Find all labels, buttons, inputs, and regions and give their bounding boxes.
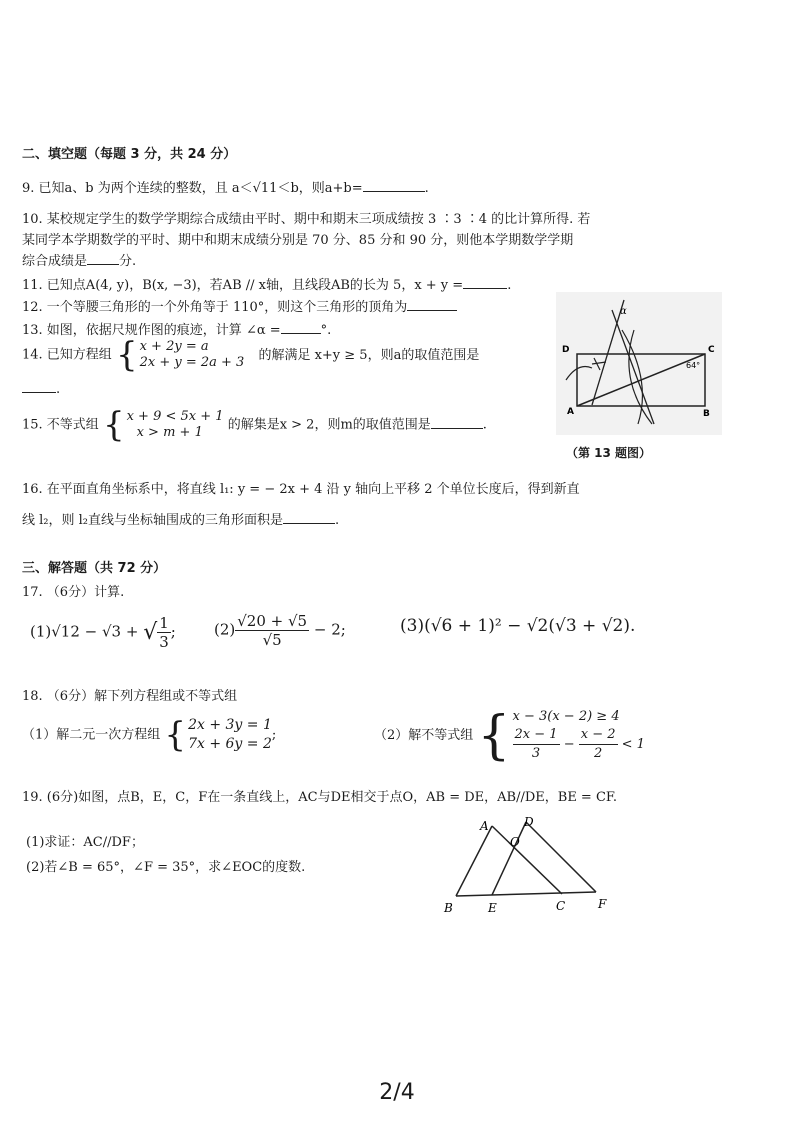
question-19-part-1: (1)求证：AC//DF； — [26, 835, 144, 850]
root-sign: √ — [143, 620, 158, 645]
equation-row-2: 2x + y = 2a + 3 — [139, 355, 245, 370]
section-title-fill-in: 二、填空题（每题 3 分，共 24 分） — [22, 147, 237, 162]
question-13-tail: °. — [320, 323, 332, 338]
label-alpha: α — [620, 306, 627, 317]
question-17-part-1 — [30, 614, 176, 651]
fraction — [235, 612, 309, 649]
label-e: E — [488, 901, 497, 915]
numerator: 2x − 1 — [513, 726, 560, 745]
inequality-tail: < 1 — [621, 737, 645, 752]
question-15 — [22, 405, 487, 445]
label-d: D — [562, 345, 570, 355]
figure-13 — [556, 292, 722, 435]
equation-row-1: 2x + 3y = 1 — [188, 717, 272, 733]
expression-tail: − 2; — [313, 620, 346, 639]
inequality-row-1: x − 3(x − 2) ≥ 4 — [512, 709, 620, 724]
answer-blank — [407, 300, 457, 311]
section-title-solutions: 三、解答题（共 72 分） — [22, 561, 167, 576]
question-16-line-1: 16. 在平面直角坐标系中，将直线 l₁: y = − 2x + 4 沿 y 轴向上平移 2 个单位长度后，得到新直 — [22, 482, 580, 497]
expression: (1)√12 − √3 + — [30, 622, 139, 641]
question-15-tail: . — [482, 417, 487, 433]
question-14-prefix: 14. 已知方程组 — [22, 347, 112, 363]
question-10-line-3 — [22, 250, 136, 269]
question-14-tail: . — [56, 382, 61, 397]
line-bf — [456, 892, 596, 896]
numerator: √20 + √5 — [237, 612, 308, 630]
label-o: O — [510, 835, 520, 849]
question-14 — [22, 335, 480, 375]
question-15-suffix: 的解集是x > 2，则m的取值范围是 — [227, 417, 431, 433]
fraction — [513, 726, 560, 763]
fraction — [157, 614, 171, 651]
segment-de — [492, 822, 526, 895]
label-c: C — [708, 345, 715, 355]
expression-tail: ; — [271, 727, 277, 743]
inequality-system — [477, 705, 645, 766]
question-17-head: 17. （6分）计算. — [22, 585, 125, 600]
perpendicular-bisector — [612, 310, 654, 424]
question-14-answer — [22, 382, 60, 397]
question-10-line-1: 10. 某校规定学生的数学学期综合成绩由平时、期中和期末三项成绩按 3 ∶3 ∶4 的比计算所得. 若 — [22, 212, 591, 227]
label-b: B — [703, 409, 710, 419]
question-11 — [22, 274, 511, 293]
inequality-row-1: x + 9 < 5x + 1 — [126, 409, 224, 424]
question-14-suffix: 的解满足 x+y ≥ 5，则a的取值范围是 — [258, 347, 480, 363]
brace: { — [102, 405, 125, 445]
question-17-part-3: (3)(√6 + 1)² − √2(√3 + √2). — [400, 616, 636, 636]
page-number: 2/4 — [379, 1080, 415, 1105]
answer-blank — [283, 513, 335, 524]
question-9-text: 9. 已知a、b 为两个连续的整数，且 a＜√11＜b，则a+b= — [22, 181, 363, 196]
answer-blank — [281, 323, 321, 334]
segment-ab — [456, 826, 492, 896]
question-18-head: 18. （6分）解下列方程组或不等式组 — [22, 689, 238, 704]
question-10-line-2: 某同学本学期数学的平时、期中和期末成绩分别是 70 分、85 分和 90 分，则他本学期数学学期 — [22, 233, 574, 248]
answer-blank — [463, 278, 507, 289]
answer-blank — [431, 418, 483, 429]
label-a: A — [480, 819, 489, 833]
numerator: x − 2 — [579, 726, 618, 745]
brace: { — [164, 715, 187, 755]
question-10-text: 综合成绩是 — [22, 254, 88, 269]
question-16-line-2 — [22, 509, 339, 528]
expression-tail: ; — [170, 622, 176, 641]
expression: (2) — [214, 620, 236, 639]
question-18-part-2 — [374, 705, 645, 766]
answer-blank — [363, 181, 425, 192]
question-9 — [22, 177, 429, 196]
inequality-row-2: x > m + 1 — [136, 425, 203, 440]
denominator: √5 — [262, 631, 282, 649]
figure-13-drawing — [556, 292, 722, 435]
brace: { — [477, 705, 511, 766]
question-9-tail: . — [424, 181, 429, 196]
equation-system — [115, 335, 245, 375]
label-angle-64: 64° — [686, 361, 701, 370]
question-13-text: 13. 如图，依据尺规作图的痕迹，计算 ∠α = — [22, 323, 281, 338]
figure-19 — [438, 812, 618, 916]
inequality-system — [102, 405, 224, 445]
answer-blank — [87, 254, 119, 265]
fraction — [579, 726, 618, 763]
question-11-tail: . — [507, 278, 512, 293]
figure-19-drawing — [438, 812, 618, 916]
inequality-row-2 — [513, 726, 645, 763]
denominator: 3 — [159, 633, 169, 651]
question-12 — [22, 296, 457, 315]
question-19-part-2: (2)若∠B = 65°，∠F = 35°，求∠EOC的度数. — [26, 860, 306, 875]
brace: { — [115, 335, 138, 375]
question-16-tail: . — [335, 513, 340, 528]
question-19-head: 19. (6分)如图，点B，E，C，F在一条直线上，AC与DE相交于点O，AB = DE，AB//DE，BE = CF. — [22, 790, 618, 805]
part-2-label: （2）解不等式组 — [374, 728, 474, 743]
denominator: 3 — [531, 746, 541, 761]
segment-df — [526, 822, 596, 892]
question-17-part-2 — [214, 612, 346, 649]
question-11-text: 11. 已知点A(4, y)，B(x, −3)，若AB // x轴，且线段AB的长为 5，x + y = — [22, 278, 464, 293]
question-10-tail: 分. — [119, 254, 137, 269]
equation-row-1: x + 2y = a — [139, 339, 209, 354]
question-18-part-1 — [22, 716, 276, 754]
question-15-prefix: 15. 不等式组 — [22, 417, 99, 433]
segment-ac — [492, 826, 562, 894]
label-c: C — [556, 899, 566, 913]
question-13 — [22, 319, 331, 338]
minus-sign: − — [563, 737, 575, 752]
label-a: A — [567, 407, 574, 417]
answer-blank — [22, 382, 56, 393]
label-d: D — [524, 815, 534, 829]
label-f: F — [598, 897, 607, 911]
equation-system — [164, 716, 271, 754]
denominator: 2 — [593, 746, 603, 761]
question-12-text: 12. 一个等腰三角形的一个外角等于 110°，则这个三角形的顶角为 — [22, 300, 408, 315]
label-b: B — [444, 901, 453, 915]
figure-13-caption: （第 13 题图） — [566, 446, 652, 460]
construction-arc-3 — [566, 367, 592, 381]
question-16-text: 线 l₂，则 l₂直线与坐标轴围成的三角形面积是 — [22, 513, 284, 528]
numerator: 1 — [159, 614, 169, 632]
part-1-label: （1）解二元一次方程组 — [22, 727, 161, 743]
equation-row-2: 7x + 6y = 2 — [188, 736, 272, 752]
